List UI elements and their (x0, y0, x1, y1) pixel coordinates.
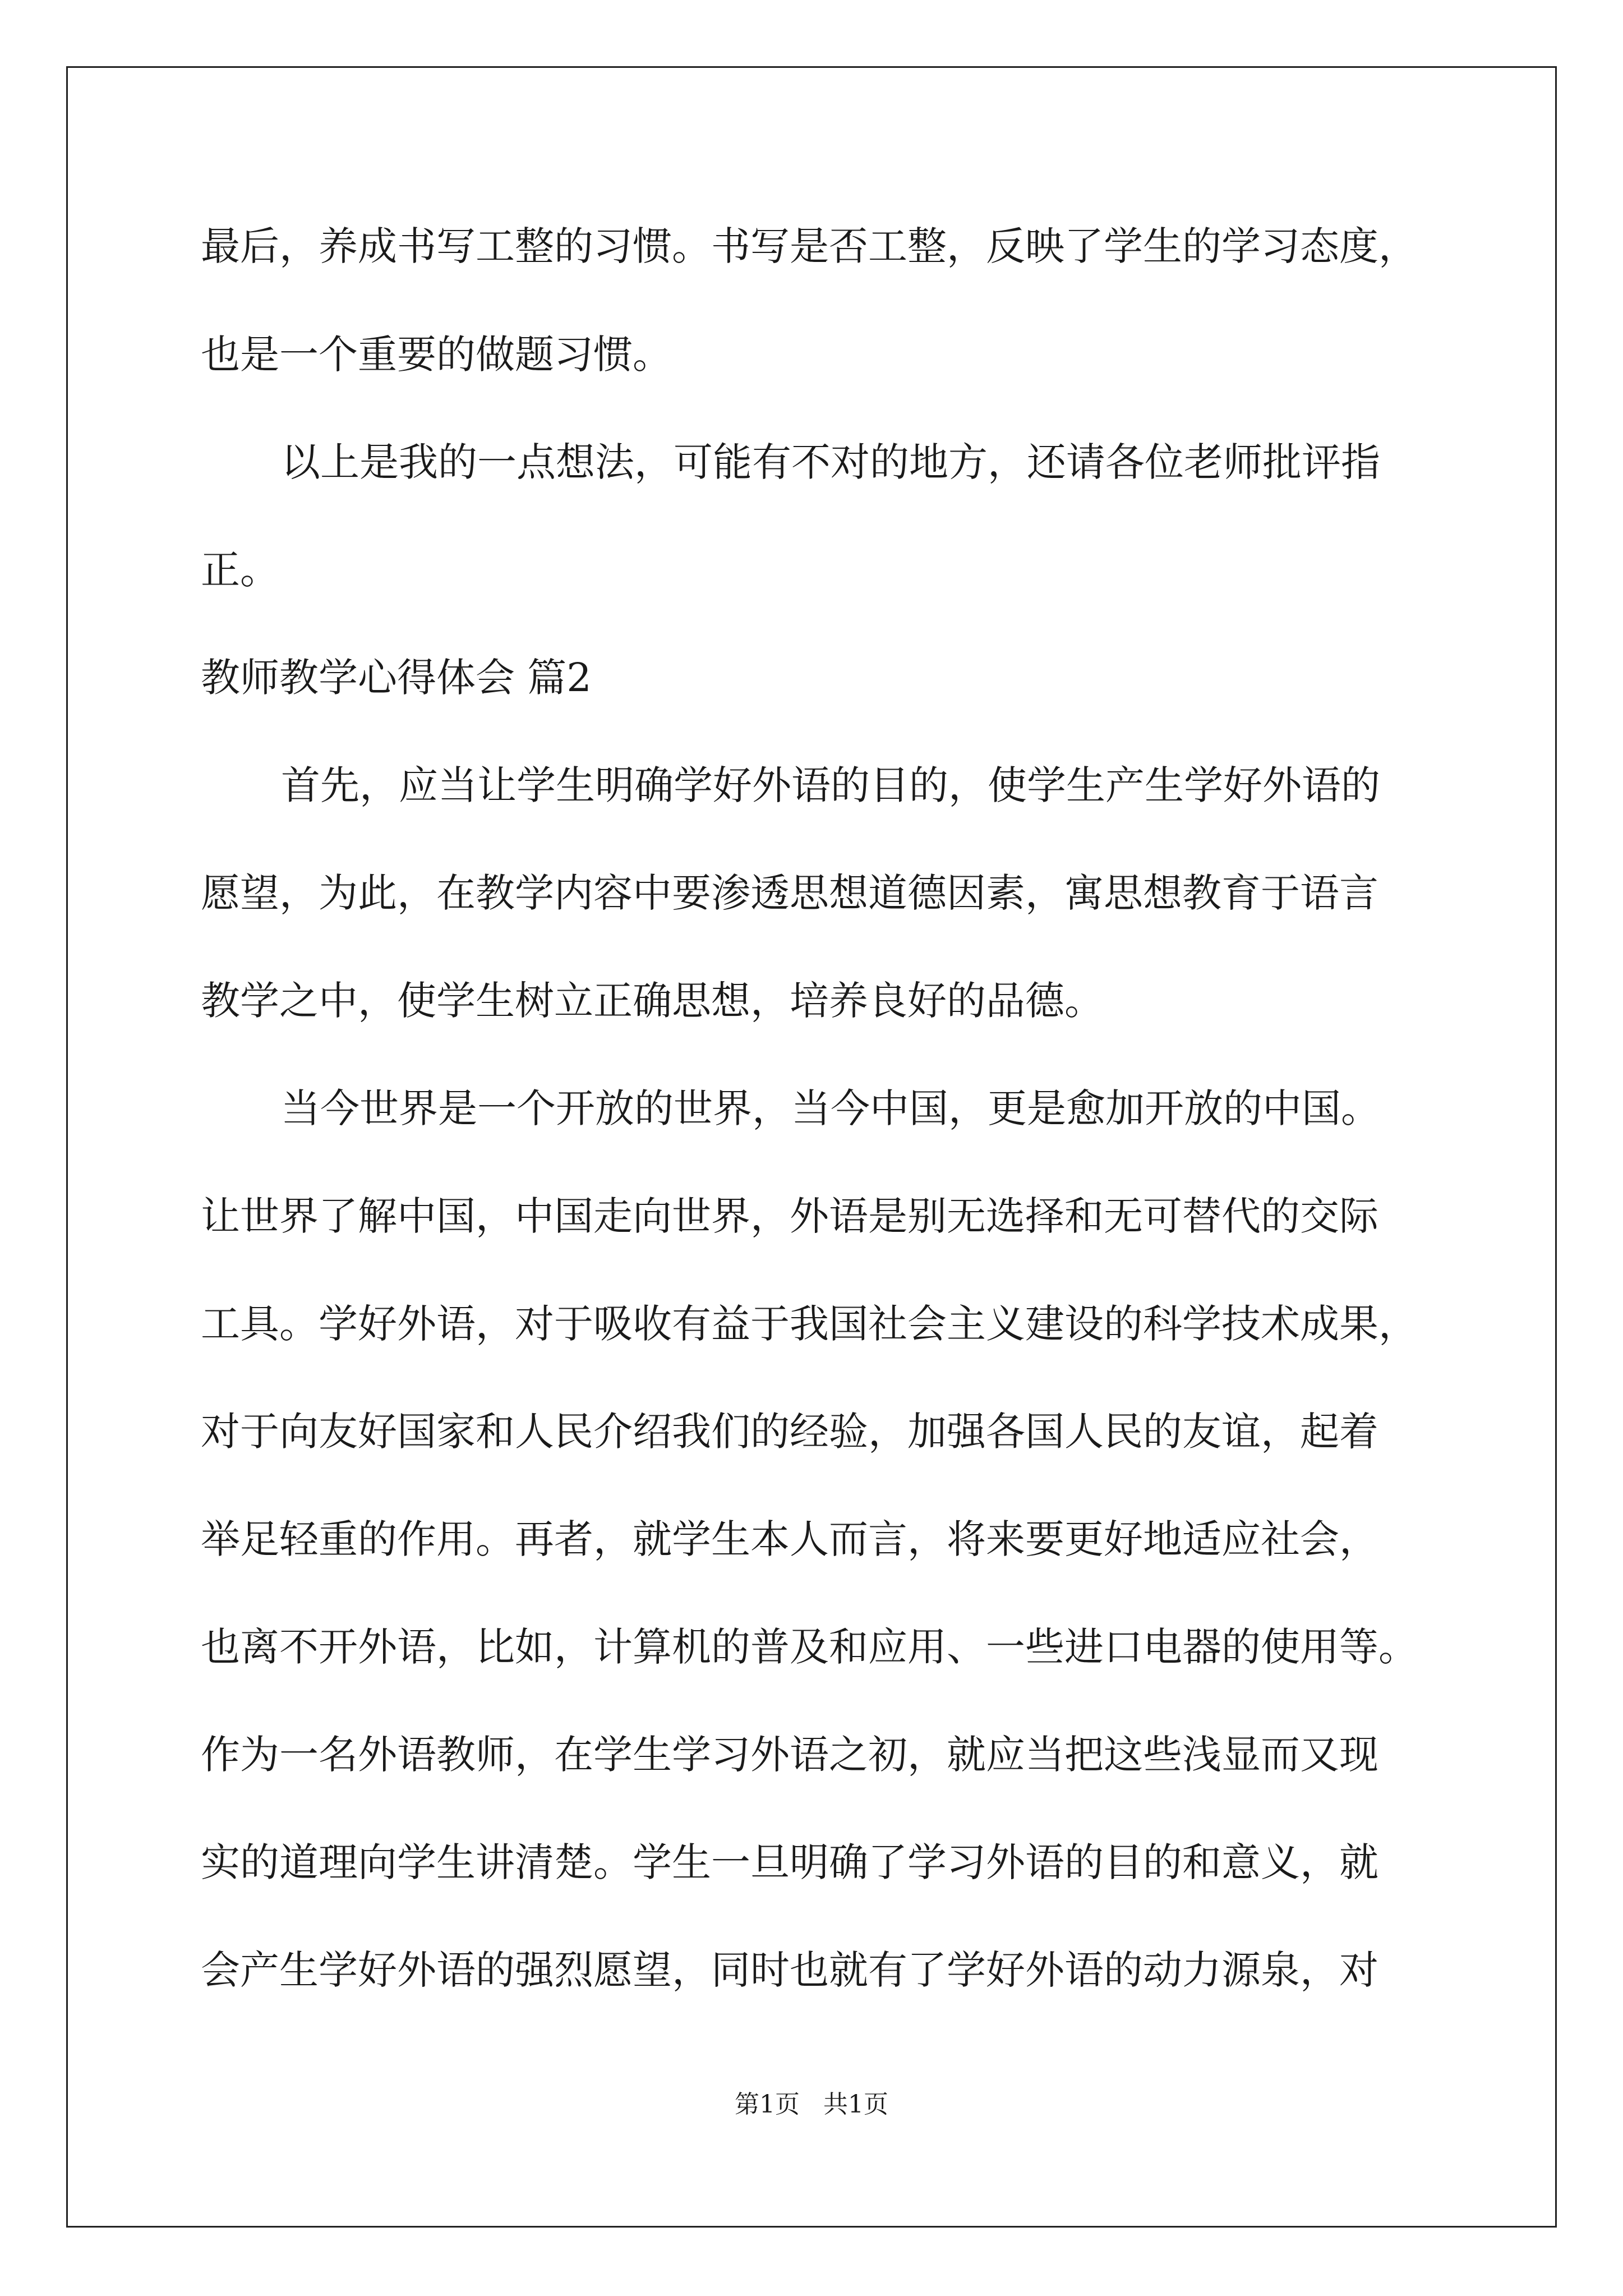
text-line-7: 愿望，为此，在教学内容中要渗透思想道德因素，寓思想教育于语言 (201, 870, 1378, 916)
text-line-11: 工具。学好外语，对于吸收有益于我国社会主义建设的科学技术成果， (201, 1301, 1418, 1347)
text-line-8: 教学之中，使学生树立正确思想，培养良好的品德。 (201, 978, 1104, 1024)
text-line-16: 实的道理向学生讲清楚。学生一旦明确了学习外语的目的和意义，就 (201, 1839, 1378, 1885)
text-line-15: 作为一名外语教师，在学生学习外语之初，就应当把这些浅显而又现 (201, 1732, 1378, 1778)
text-line-2: 也是一个重要的做题习惯。 (201, 332, 672, 378)
text-line-12: 对于向友好国家和人民介绍我们的经验，加强各国人民的友谊，起着 (201, 1409, 1378, 1455)
text-line-4: 正。 (201, 547, 279, 593)
text-line-6: 首先，应当让学生明确学好外语的目的，使学生产生学好外语的 (281, 762, 1380, 808)
text-line-1: 最后，养成书写工整的习惯。书写是否工整，反映了学生的学习态度， (201, 223, 1418, 269)
section-heading: 教师教学心得体会 篇2 (201, 655, 592, 701)
text-line-9: 当今世界是一个开放的世界，当今中国，更是愈加开放的中国。 (281, 1085, 1380, 1131)
page-footer: 第1页 共1页 (735, 2090, 888, 2119)
text-line-3: 以上是我的一点想法，可能有不对的地方，还请各位老师批评指 (281, 439, 1380, 485)
text-line-10: 让世界了解中国，中国走向世界，外语是别无选择和无可替代的交际 (201, 1193, 1378, 1239)
page-border (66, 66, 1557, 2228)
text-line-13: 举足轻重的作用。再者，就学生本人而言，将来要更好地适应社会， (201, 1516, 1378, 1562)
text-line-14: 也离不开外语，比如，计算机的普及和应用、一些进口电器的使用等。 (201, 1624, 1418, 1670)
text-line-17: 会产生学好外语的强烈愿望，同时也就有了学好外语的动力源泉，对 (201, 1947, 1378, 1993)
